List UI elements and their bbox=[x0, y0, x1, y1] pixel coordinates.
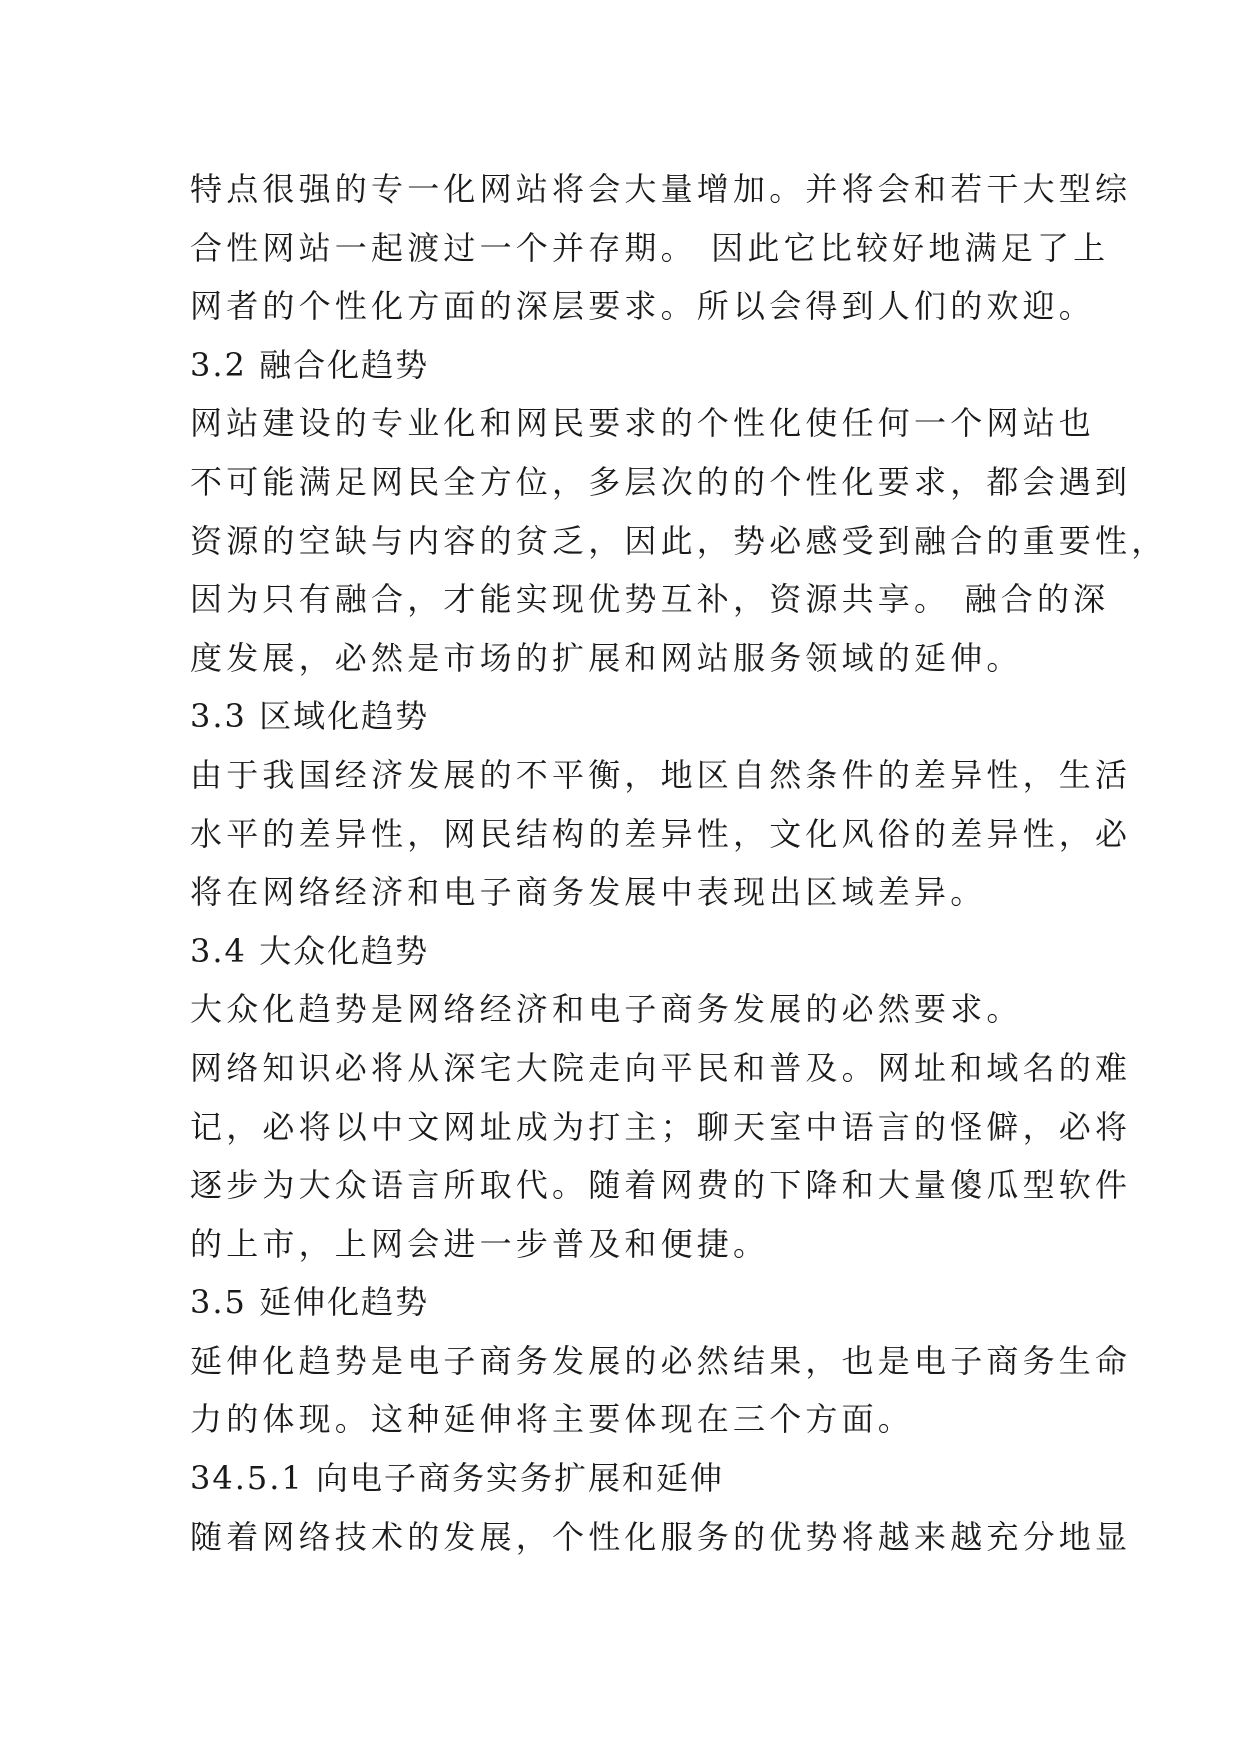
paragraph-line: 大众化趋势是网络经济和电子商务发展的必然要求。 bbox=[190, 990, 1023, 1029]
section-heading: 3.3 区域化趋势 bbox=[190, 697, 430, 736]
paragraph-line: 力的体现。这种延伸将主要体现在三个方面。 bbox=[190, 1400, 915, 1439]
section-heading: 34.5.1 向电子商务实务扩展和延伸 bbox=[190, 1459, 724, 1498]
paragraph-line: 记，必将以中文网址成为打主；聊天室中语言的怪僻，必将 bbox=[190, 1107, 1132, 1146]
section-heading: 3.5 延伸化趋势 bbox=[190, 1283, 430, 1322]
paragraph-line: 度发展，必然是市场的扩展和网站服务领域的延伸。 bbox=[190, 638, 1023, 677]
paragraph-line: 因为只有融合，才能实现优势互补，资源共享。 融合的深 bbox=[190, 580, 1110, 619]
paragraph-line: 由于我国经济发展的不平衡，地区自然条件的差异性，生活 bbox=[190, 755, 1132, 794]
paragraph-line: 将在网络经济和电子商务发展中表现出区域差异。 bbox=[190, 873, 987, 912]
paragraph-line: 随着网络技术的发展，个性化服务的优势将越来越充分地显 bbox=[190, 1517, 1132, 1556]
section-heading: 3.4 大众化趋势 bbox=[190, 931, 430, 970]
paragraph-line: 网者的个性化方面的深层要求。所以会得到人们的欢迎。 bbox=[190, 287, 1096, 326]
paragraph-line: 特点很强的专一化网站将会大量增加。并将会和若干大型综 bbox=[190, 170, 1132, 208]
paragraph-line: 延伸化趋势是电子商务发展的必然结果，也是电子商务生命 bbox=[190, 1341, 1132, 1380]
paragraph-line: 网络知识必将从深宅大院走向平民和普及。网址和域名的难 bbox=[190, 1048, 1132, 1087]
document-body bbox=[190, 160, 1168, 1566]
paragraph-line: 网站建设的专业化和网民要求的个性化使任何一个网站也 bbox=[190, 404, 1096, 443]
paragraph-line: 不可能满足网民全方位，多层次的的个性化要求，都会遇到 bbox=[190, 462, 1132, 501]
paragraph-line: 逐步为大众语言所取代。随着网费的下降和大量傻瓜型软件 bbox=[190, 1166, 1132, 1205]
paragraph-line: 水平的差异性，网民结构的差异性，文化风俗的差异性，必 bbox=[190, 814, 1132, 853]
paragraph-line: 合性网站一起渡过一个并存期。 因此它比较好地满足了上 bbox=[190, 228, 1110, 267]
section-heading: 3.2 融合化趋势 bbox=[190, 345, 430, 384]
paragraph-line: 资源的空缺与内容的贫乏，因此，势必感受到融合的重要性， bbox=[190, 521, 1168, 560]
paragraph-line: 的上市，上网会进一步普及和便捷。 bbox=[190, 1224, 770, 1263]
